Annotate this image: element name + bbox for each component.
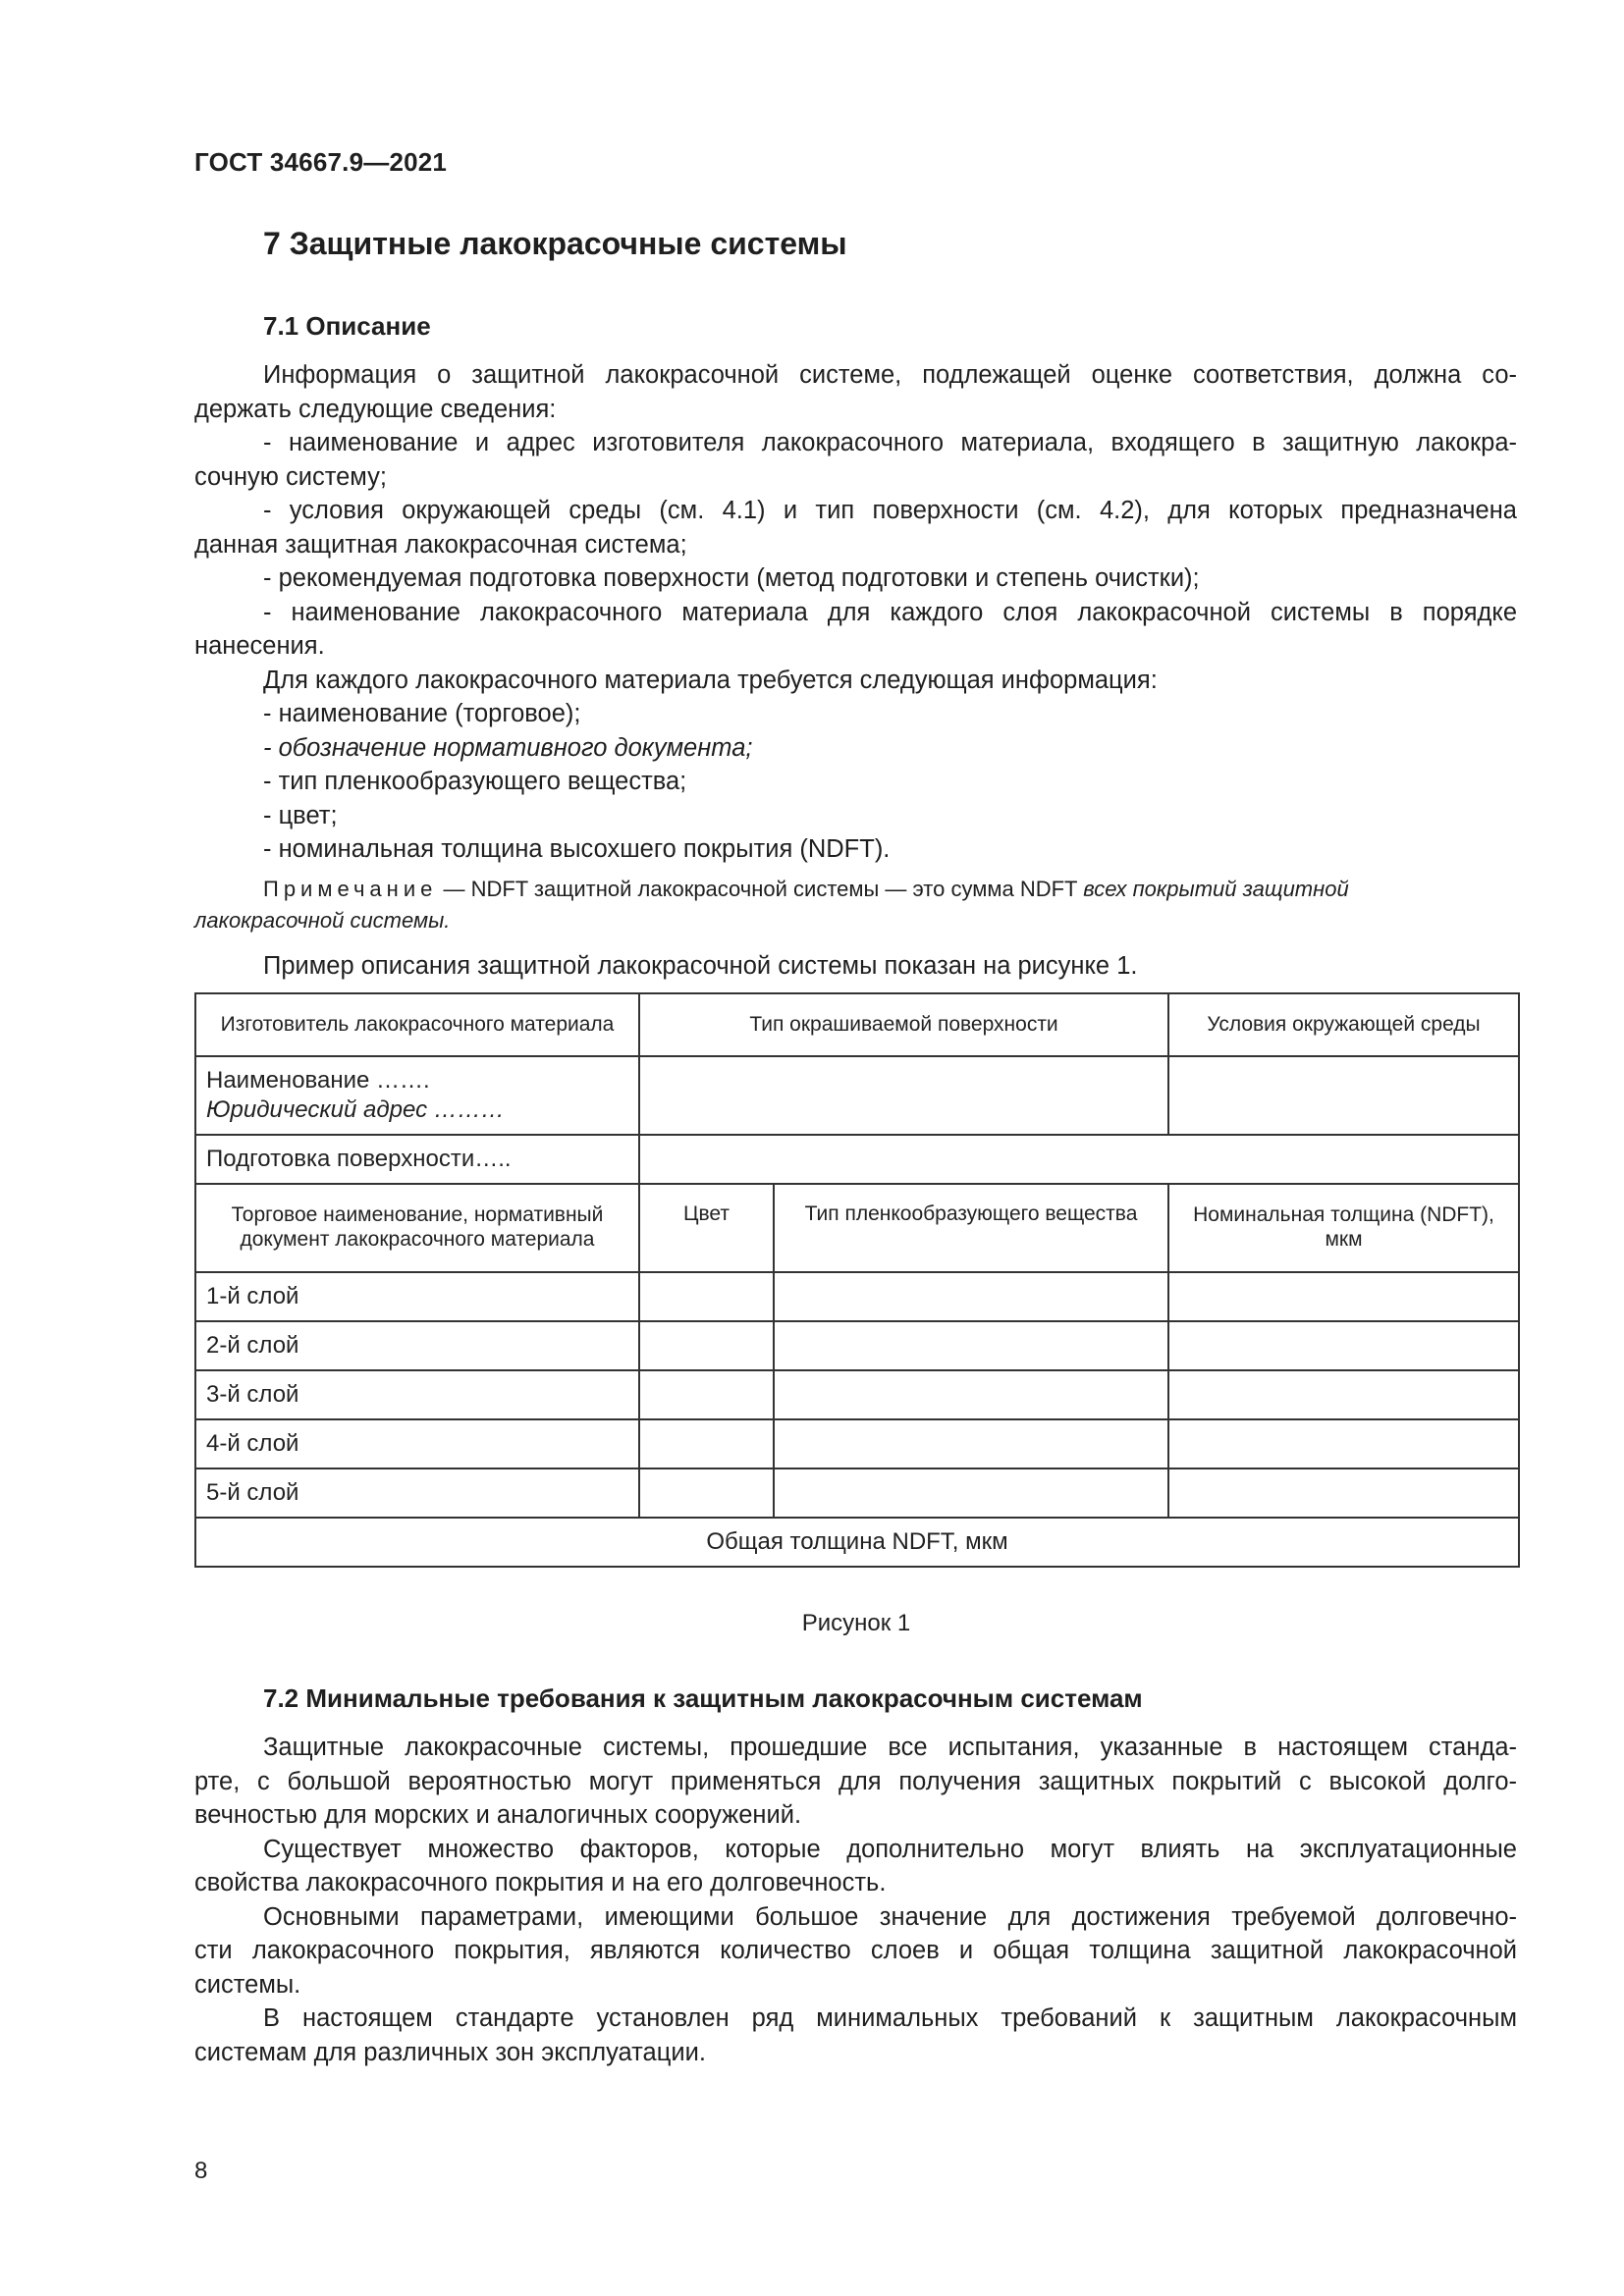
header-cell: Изготовитель лакокрасочного материала [195, 993, 639, 1056]
layer-label: 4-й слой [195, 1419, 639, 1468]
note-text-italic: лакокрасочной системы. [194, 908, 451, 933]
address-label: Юридический адрес ……… [206, 1096, 505, 1123]
table-cell [639, 1370, 774, 1419]
subsection-title: 7.2 Минимальные требования к защитным лакокрасочным системам [263, 1683, 1143, 1713]
layer-label: 3-й слой [195, 1370, 639, 1419]
list-item: - цвет; [263, 801, 338, 829]
table-cell [1168, 1272, 1519, 1321]
name-label: Наименование ……. [206, 1067, 430, 1094]
header-cell: Тип пленкообразующего вещества [774, 1184, 1168, 1272]
list-item-cont: данная защитная лакокрасочная система; [194, 530, 687, 559]
header-cell: Торговое наименование, нормативный документ лакокрасочного материала [195, 1184, 639, 1272]
note-text-italic: всех покрытий защитной [1083, 877, 1349, 901]
note-text: — NDFT защитной лакокрасочной системы — это сумма NDFT [437, 877, 1084, 901]
table-cell [1168, 1419, 1519, 1468]
list-item: - наименование лакокрасочного материала для каждого слоя лакокрасочной системы в порядке [263, 598, 1517, 626]
list-item: - наименование и адрес изготовителя лакокрасочного материала, входящего в защитную лакокра- [263, 429, 1517, 456]
table-cell [639, 1056, 1168, 1135]
table-cell [774, 1370, 1168, 1419]
list-item: - рекомендуемая подготовка поверхности (метод подготовки и степень очистки); [263, 564, 1200, 592]
list-item: - тип пленкообразующего вещества; [263, 768, 687, 795]
paragraph-line: держать следующие сведения: [194, 395, 557, 423]
total-thickness-cell: Общая толщина NDFT, мкм [195, 1518, 1519, 1567]
paragraph-line: системы. [194, 1970, 301, 1999]
paragraph-line: сти лакокрасочного покрытия, являются количество слоев и общая толщина защитной лакокрасочной [194, 1937, 1517, 1964]
table-cell [774, 1321, 1168, 1370]
note-label: Примечание [263, 877, 438, 901]
note [194, 874, 1517, 936]
layer-label: 1-й слой [195, 1272, 639, 1321]
list-item: - номинальная толщина высохшего покрытия (NDFT). [263, 835, 891, 863]
figure-1-table [194, 992, 1520, 1568]
paragraph-line: вечностью для морских и аналогичных сооружений. [194, 1801, 802, 1829]
document-header: ГОСТ 34667.9—2021 [194, 147, 448, 177]
manufacturer-cell [195, 1056, 639, 1135]
table-cell [774, 1468, 1168, 1518]
list-item-cont: сочную систему; [194, 462, 387, 491]
figure-intro: Пример описания защитной лакокрасочной системы показан на рисунке 1. [263, 952, 1138, 980]
paragraph-line: Информация о защитной лакокрасочной системе, подлежащей оценке соответствия, должна со- [263, 361, 1517, 389]
figure-caption: Рисунок 1 [801, 1610, 911, 1636]
page-number: 8 [194, 2158, 208, 2184]
section-7-2-body [194, 1731, 1517, 2069]
table-cell [639, 1419, 774, 1468]
table-cell [639, 1321, 774, 1370]
list-item: - наименование (торговое); [263, 700, 581, 727]
section-title: 7 Защитные лакокрасочные системы [263, 226, 847, 261]
paragraph-line: Основными параметрами, имеющими большое значение для достижения требуемой долговечно- [263, 1902, 1517, 1931]
table-cell [1168, 1056, 1519, 1135]
table-cell [639, 1468, 774, 1518]
paragraph-line: системам для различных зон эксплуатации. [194, 2038, 706, 2066]
paragraph-line: Для каждого лакокрасочного материала требуется следующая информация: [263, 666, 1158, 694]
list-item-cont: нанесения. [194, 632, 325, 660]
layer-label: 2-й слой [195, 1321, 639, 1370]
layer-label: 5-й слой [195, 1468, 639, 1518]
paragraph-line: В настоящем стандарте установлен ряд минимальных требований к защитным лакокрасочным [263, 2004, 1517, 2032]
table-cell [774, 1272, 1168, 1321]
header-cell: Цвет [639, 1184, 774, 1272]
table-cell [639, 1272, 774, 1321]
table-cell [1168, 1468, 1519, 1518]
paragraph-line: Существует множество факторов, которые дополнительно могут влиять на эксплуатационные [263, 1835, 1517, 1863]
table-cell [1168, 1370, 1519, 1419]
table-cell [1168, 1321, 1519, 1370]
paragraph-line: Защитные лакокрасочные системы, прошедшие все испытания, указанные в настоящем станда- [263, 1734, 1517, 1761]
header-cell: Условия окружающей среды [1168, 993, 1519, 1056]
header-cell: Тип окрашиваемой поверхности [639, 993, 1168, 1056]
subsection-title: 7.1 Описание [263, 311, 431, 341]
list-item: - обозначение нормативного документа; [263, 733, 753, 762]
table-cell [639, 1135, 1519, 1184]
paragraph-line: свойства лакокрасочного покрытия и на его долговечность. [194, 1869, 887, 1896]
surface-prep-cell: Подготовка поверхности….. [195, 1135, 639, 1184]
section-7-1-body [194, 358, 1517, 867]
paragraph-line: рте, с большой вероятностью могут применяться для получения защитных покрытий с высокой долго- [194, 1767, 1517, 1795]
header-cell: Номинальная толщина (NDFT), мкм [1168, 1184, 1519, 1272]
table-cell [774, 1419, 1168, 1468]
list-item: - условия окружающей среды (см. 4.1) и тип поверхности (см. 4.2), для которых предназначена [263, 497, 1517, 524]
